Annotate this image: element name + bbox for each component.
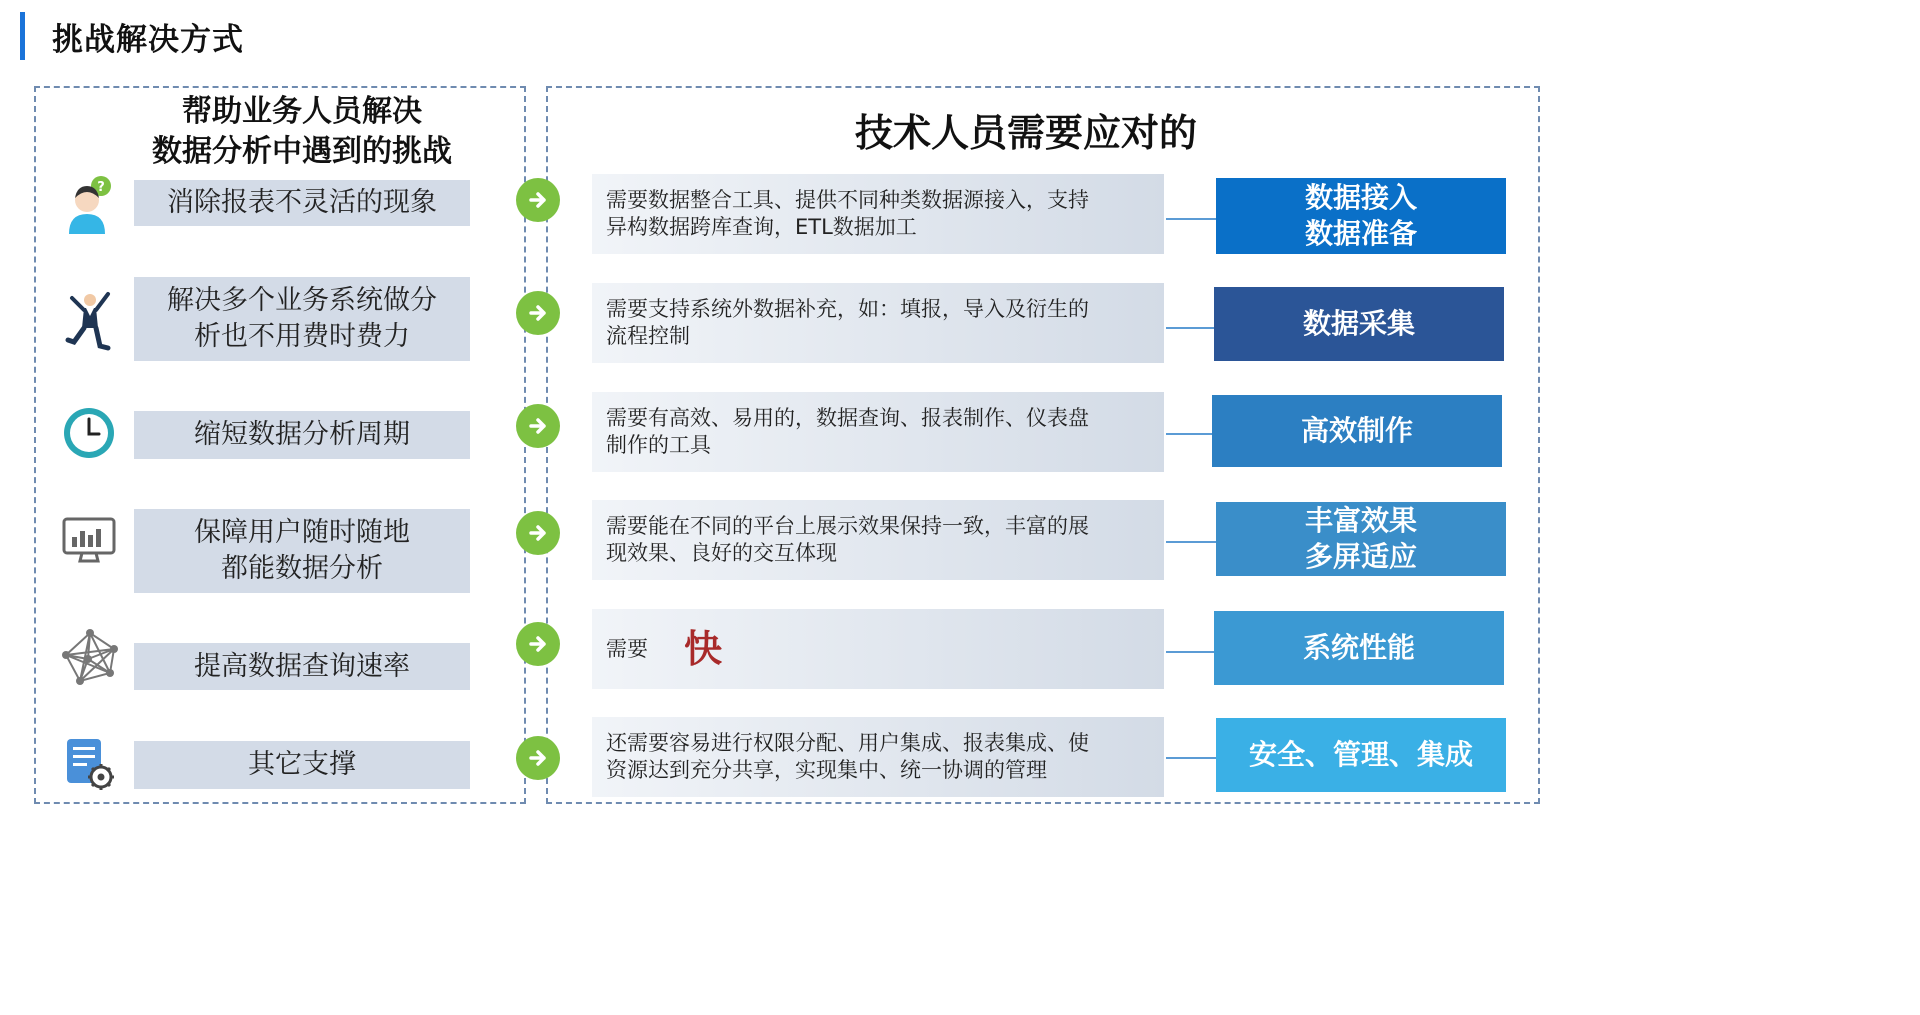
need-line1: 需要 — [606, 636, 648, 661]
challenge-box — [134, 411, 470, 459]
challenge-line1: 保障用户随时随地 — [194, 517, 410, 548]
monitor-chart-icon — [56, 508, 122, 574]
challenge-box — [134, 509, 470, 593]
solution-line1: 高效制作 — [1300, 414, 1413, 447]
challenge-line1: 其它支撑 — [248, 749, 356, 780]
challenge-line1: 缩短数据分析周期 — [194, 419, 410, 450]
need-line2: 异构数据跨库查询，ETL数据加工 — [606, 215, 917, 239]
connector-line — [1166, 651, 1214, 653]
connector-line — [1166, 327, 1214, 329]
document-gear-icon — [56, 730, 122, 796]
need-box — [592, 500, 1164, 580]
need-line1: 需要能在不同的平台上展示效果保持一致，丰富的展 — [606, 514, 1089, 538]
need-box — [592, 392, 1164, 472]
solution-box-rich-effects — [1216, 502, 1506, 576]
challenge-line2: 析也不用费时费力 — [194, 321, 410, 352]
solution-box-system-performance — [1214, 611, 1504, 685]
person-question-icon — [56, 172, 122, 238]
arrow-right-icon — [516, 622, 560, 666]
arrow-right-icon — [516, 511, 560, 555]
need-box — [592, 283, 1164, 363]
businessman-jumping-icon — [56, 288, 122, 354]
solution-line1: 数据采集 — [1302, 307, 1415, 340]
challenge-box — [134, 180, 470, 226]
connector-line — [1166, 541, 1216, 543]
clock-icon — [56, 400, 122, 466]
arrow-right-icon — [516, 736, 560, 780]
need-line1: 还需要容易进行权限分配、用户集成、报表集成、使 — [606, 731, 1089, 755]
title-accent-bar — [20, 12, 25, 60]
need-line2: 资源达到充分共享，实现集中、统一协调的管理 — [606, 758, 1047, 782]
need-line1: 需要有高效、易用的，数据查询、报表制作、仪表盘 — [606, 406, 1089, 430]
solution-line2: 多屏适应 — [1304, 540, 1417, 573]
connector-line — [1166, 433, 1212, 435]
solution-line1: 丰富效果 — [1304, 504, 1417, 537]
page-title: 挑战解决方式 — [52, 22, 244, 58]
challenge-line1: 提高数据查询速率 — [194, 650, 410, 682]
arrow-right-icon — [516, 404, 560, 448]
solution-box-data-collection — [1214, 287, 1504, 361]
challenge-line1: 消除报表不灵活的现象 — [167, 187, 437, 218]
solution-line1: 安全、管理、集成 — [1248, 738, 1473, 771]
need-line1: 需要数据整合工具、提供不同种类数据源接入，支持 — [606, 188, 1089, 212]
challenge-box — [134, 277, 470, 361]
need-line2: 制作的工具 — [606, 433, 711, 457]
solution-box-efficient-authoring — [1212, 395, 1502, 467]
technical-needs-heading: 技术人员需要应对的 — [854, 111, 1197, 155]
business-heading-line1: 帮助业务人员解决 — [182, 94, 422, 129]
solution-box-security-management-integration — [1216, 718, 1506, 792]
arrow-right-icon — [516, 291, 560, 335]
business-heading-line2: 数据分析中遇到的挑战 — [152, 134, 452, 169]
need-box — [592, 174, 1164, 254]
solution-box-data-access — [1216, 178, 1506, 254]
challenge-line1: 解决多个业务系统做分 — [167, 285, 437, 316]
challenge-box — [134, 643, 470, 690]
business-challenges-heading — [34, 92, 570, 172]
need-emphasis-fast: 快 — [684, 626, 723, 671]
solution-line2: 数据准备 — [1304, 217, 1417, 250]
network-nodes-icon — [56, 624, 122, 690]
need-box — [592, 609, 1164, 689]
need-line2: 现效果、良好的交互体现 — [606, 541, 837, 565]
challenge-box — [134, 741, 470, 789]
arrow-right-icon — [516, 178, 560, 222]
svg-text:?: ? — [97, 180, 105, 195]
connector-line — [1166, 757, 1216, 759]
challenge-line2: 都能数据分析 — [221, 553, 383, 584]
solution-line1: 数据接入 — [1304, 181, 1417, 214]
solution-line1: 系统性能 — [1302, 631, 1415, 664]
need-line1: 需要支持系统外数据补充，如：填报，导入及衍生的 — [606, 297, 1089, 321]
connector-line — [1166, 218, 1216, 220]
need-box — [592, 717, 1164, 797]
need-line2: 流程控制 — [606, 324, 690, 348]
